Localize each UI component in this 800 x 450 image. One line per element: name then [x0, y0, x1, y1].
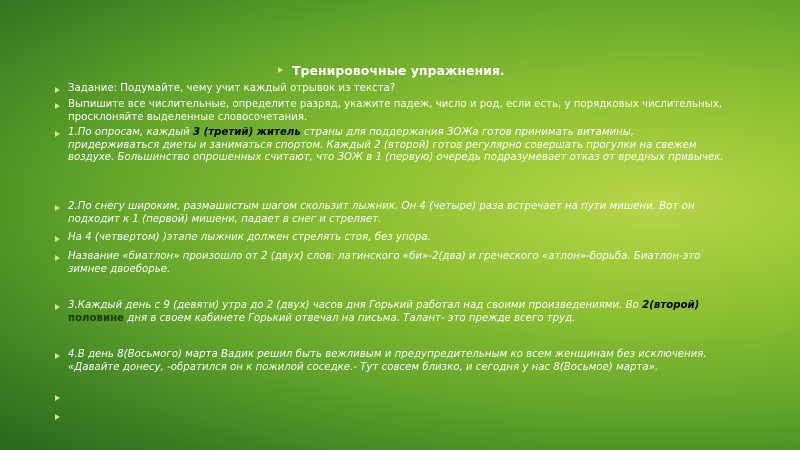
- highlighted-phrase: 3 (третий) житель: [192, 127, 301, 138]
- bullet-arrow-icon: [55, 304, 60, 310]
- bullet-arrow-icon: [55, 205, 60, 211]
- bullet-arrow-icon: [55, 103, 60, 109]
- slide-title: Тренировочные упражнения.: [292, 63, 505, 78]
- bullet-arrow-icon: [55, 87, 60, 93]
- bullet-arrow-icon: [55, 255, 60, 261]
- bullet-arrow-icon: [55, 395, 60, 401]
- highlighted-word: половине: [68, 312, 125, 324]
- paragraph-6: 4.В день 8(Восьмого) марта Вадик решил быть вежливым и предупредительным ко всем женщинам без исключения. «Давайте донесу, -обратился он к пожилой соседке.- Тут совсем близко, и сегодня у нас 8(Восьмое) марта».: [68, 349, 707, 373]
- bullet-arrow-icon: [55, 353, 60, 359]
- bullet-arrow-icon: [278, 67, 283, 73]
- paragraph-4: Название «биатлон» произошло от 2 (двух) слов: латинского «би»-2(два) и греческого «атлон»-борьба. Биатлон-это зимнее двоеборье.: [68, 251, 701, 275]
- instruction-text: Выпишите все числительные, определите разряд, укажите падеж, число и род, если есть, у порядковых числительных, просклоняйте выделенные словосочетания.: [68, 99, 723, 123]
- paragraph-1: 1.По опросам, каждый 3 (третий) житель страны для поддержания ЗОЖа готов принимать витамины, придерживаться диеты и заниматься спортом. Каждый 2 (второй) готов регулярно совершать прогулки на свежем воздухе. Большинство опрошенных считают, что ЗОЖ в 1 (первую) очередь подразумевает отказ от вредных привычек.: [68, 127, 724, 164]
- bullet-arrow-icon: [55, 414, 60, 420]
- paragraph-5: 3.Каждый день с 9 (девяти) утра до 2 (двух) часов дня Горький работал над своими произведениями. Во 2(второй) половине дня в своем кабинете Горький отвечал на письма. Талант- это прежде всего труд.: [68, 300, 700, 324]
- paragraph-3: На 4 (четвертом) )этапе лыжник должен стрелять стоя, без упора.: [68, 232, 431, 243]
- paragraph-2: 2.По снегу широким, размашистым шагом скользит лыжник. Он 4 (четыре) раза встречает на пути мишени. Вот он подходит к 1 (первой) мишени, падает в снег и стреляет.: [68, 201, 695, 225]
- task-text: Задание: Подумайте, чему учит каждый отрывок из текста?: [68, 83, 396, 94]
- bullet-arrow-icon: [55, 131, 60, 137]
- bullet-arrow-icon: [55, 236, 60, 242]
- highlighted-number: 2(второй): [642, 300, 700, 311]
